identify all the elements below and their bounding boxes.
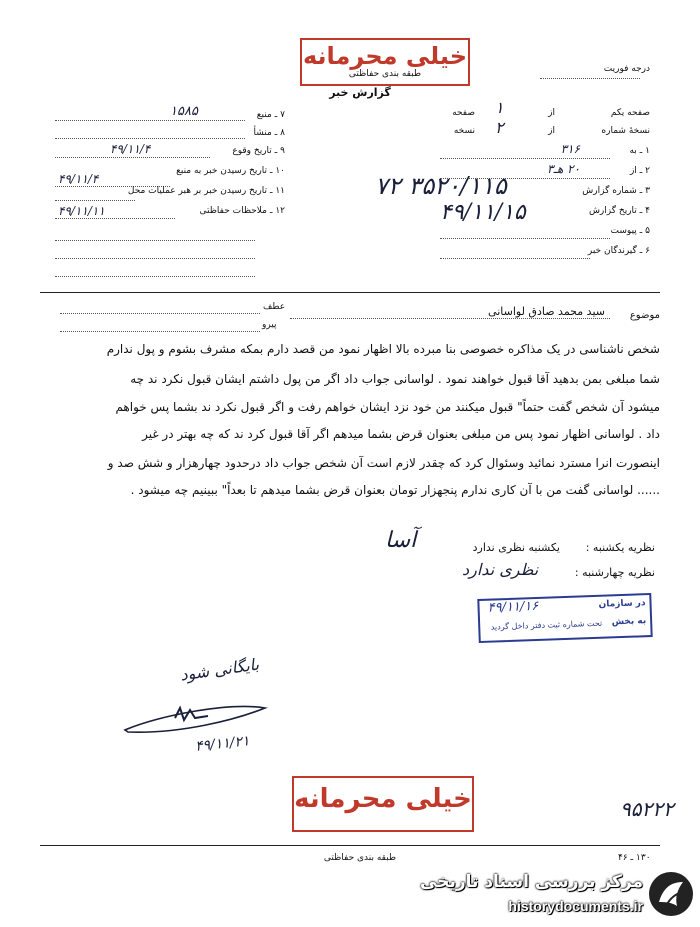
source-receipt-date-value: ۴۹/۱۱/۴	[58, 172, 99, 186]
pirov-label: پیرو	[262, 320, 277, 330]
page-label: صفحه یکم	[610, 108, 650, 118]
signature-date: ۴۹/۱۱/۲۱	[194, 733, 251, 755]
subject-top-rule	[40, 292, 660, 293]
subject-label: موضوع	[629, 310, 660, 321]
field-5-label: ۵ ـ پیوست	[610, 226, 650, 236]
field-10-label: ۱۰ ـ تاریخ رسیدن خبر به منبع	[176, 166, 285, 176]
security-notes-value: ۴۹/۱۱/۱۱	[58, 204, 105, 218]
bottom-classification-stamp	[292, 776, 474, 836]
field-11-label: ۱۱ ـ تاریخ رسیدن خبر بر هبر عملیات محل	[127, 186, 285, 196]
report-date-hand: ۴۹/۱۱/۱۵	[440, 200, 526, 225]
handwritten-number: ۹۵۲۲۲	[620, 797, 674, 821]
body-line-2: شما مبلغی بمن بدهید آقا قبول خواهند نمود . لواسانی جواب داد اگر من پول داشتم ایشان قبول نکرد ند چه	[130, 372, 660, 386]
field-7-label: ۷ ـ منبع	[256, 110, 285, 120]
report-title: گزارش خبر	[329, 86, 391, 99]
signature-note: بایگانی شود	[179, 654, 261, 685]
watermark	[395, 864, 695, 924]
field-2-value: ۲۰ هـ۳	[546, 162, 580, 176]
registration-stamp-line1: در سازمان	[598, 598, 646, 610]
copy-label: نسخهٔ شماره	[601, 126, 650, 136]
field-9-label: ۹ ـ تاریخ وقوع	[232, 146, 285, 156]
body-line-6: ...... لواسانی گفت من با آن کاری ندارم پنجهزار تومان بعنوان قرض بشما میدهم تا بعداً" ببینیم چه میشود .	[130, 483, 660, 497]
field-1-label: ۱ ـ به	[629, 146, 650, 156]
watermark-title: مرکز بررسی اسناد تاریخی	[420, 872, 643, 892]
urgency-label: درجه فوریت	[603, 64, 650, 74]
copy-word: نسخه	[453, 126, 475, 136]
registration-stamp	[477, 593, 652, 643]
top-classification-stamp	[300, 38, 470, 86]
body-line-1: شخص ناشناسی در یک مذاکره خصوصی بنا مبرده بالا اظهار نمود من قصد دارم بمکه مشرف بشوم و پول ندارم	[106, 342, 660, 356]
field-2-label: ۲ ـ از	[629, 166, 650, 176]
field-3-label: ۳ ـ شماره گزارش	[582, 186, 650, 196]
bottom-stamp-text: خیلی محرمانه	[294, 784, 472, 814]
copy-of: از	[548, 126, 555, 136]
opinion-wednesday-hand: نظری ندارد	[462, 560, 539, 579]
body-line-4: داد . لواسانی اظهار نمود پس من مبلغی بعنوان قرض بشما میدهم اگر آقا قبول کرد ند که چه بهتر در غیر	[142, 427, 660, 441]
body-line-5: اینصورت انرا مسترد نمائید وسئوال کرد که چقدر لازم است آن شخص جواب داد درحدود چهارهزار و شش صد و	[107, 456, 660, 470]
watermark-logo-icon	[647, 870, 695, 918]
field-6-label: ۶ ـ گیرندگان خبر	[587, 246, 650, 256]
opinion-sunday-printed: یکشنبه نظری ندارد	[472, 541, 560, 554]
atf-label: عطف	[263, 302, 286, 312]
opinion-sunday-hand: آسا	[385, 528, 417, 553]
report-number-hand: ۳۵۲۰/۱۱۵ ۷۲	[375, 172, 507, 200]
page-word: صفحه	[452, 108, 475, 118]
body-line-3: میشود آن شخص گفت حتماً" قبول میکنند من خود نزد ایشان خواهم رفت و اگر قبول نکرد ند بشما پس خواهم	[115, 400, 660, 414]
bottom-rule	[40, 845, 660, 846]
top-classification-label: طبقه بندی حفاظتی	[348, 69, 422, 79]
field-1-value: ۳۱۶	[560, 142, 580, 156]
form-code: ۱۳۰ ـ ۴۶	[618, 853, 651, 863]
registration-stamp-line2: به بخش	[611, 616, 647, 628]
source-value: ۱۵۸۵	[170, 104, 198, 119]
watermark-url: historydocuments.ir	[508, 898, 643, 914]
field-12-label: ۱۲ ـ ملاحظات حفاظتی	[199, 206, 285, 216]
page-total-hand: ۱	[495, 98, 504, 117]
urgency-line	[540, 78, 640, 79]
registration-stamp-line2-value: تحت شماره ثبت دفتر داخل گردید	[490, 618, 603, 632]
page-of: از	[548, 108, 555, 118]
field-4-label: ۴ ـ تاریخ گزارش	[588, 206, 650, 216]
occurrence-date-value: ۴۹/۱۱/۴	[110, 142, 151, 156]
copy-total-hand: ۲	[495, 118, 504, 137]
opinion-sunday-label: نظریه یکشنبه :	[585, 541, 655, 554]
field-8-label: ۸ ـ منشأ	[253, 128, 285, 138]
opinion-wednesday-label: نظریه چهارشنبه :	[574, 566, 655, 579]
subject-value: سید محمد صادق لواسانی	[488, 305, 605, 318]
top-stamp-text: خیلی محرمانه	[302, 42, 468, 70]
bottom-classification-label: طبقه بندی حفاظتی	[323, 853, 397, 863]
registration-stamp-date: ۴۹/۱۱/۱۶	[487, 598, 539, 616]
